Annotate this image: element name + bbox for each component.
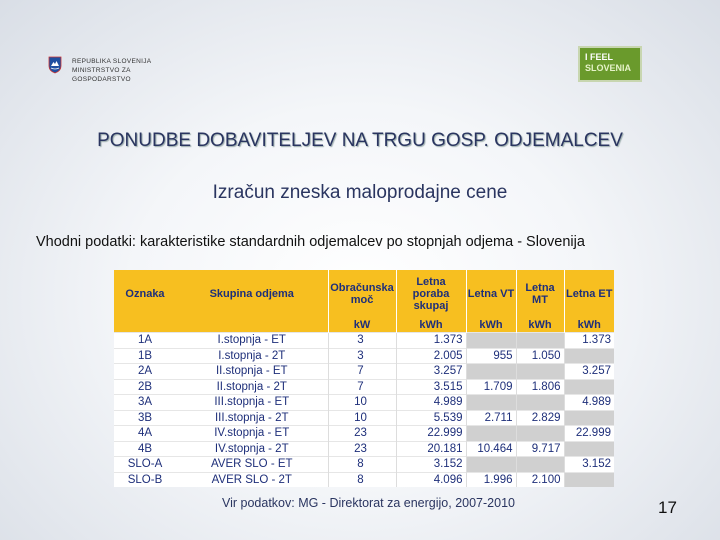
table-cell [516, 364, 564, 380]
col-header: Letna MT [516, 270, 564, 317]
table-cell: 8 [328, 472, 396, 487]
table-cell [564, 472, 614, 487]
ministry-line: GOSPODARSTVO [72, 76, 131, 83]
table-cell [466, 333, 516, 349]
ministry-label [72, 57, 151, 84]
i-feel-slovenia-logo [578, 46, 642, 82]
col-header: Obračunska moč [328, 270, 396, 317]
coat-of-arms-icon [48, 56, 62, 74]
table-cell: 2B [114, 379, 176, 395]
table-cell: 7 [328, 364, 396, 380]
table-cell: IV.stopnja - ET [176, 426, 328, 442]
unit-cell: kWh [396, 317, 466, 333]
table-cell: 10 [328, 410, 396, 426]
table-cell: 7 [328, 379, 396, 395]
table-row [114, 395, 614, 411]
table-cell: 9.717 [516, 441, 564, 457]
unit-cell [114, 317, 176, 333]
table-cell: 10.464 [466, 441, 516, 457]
slide-subtitle: Izračun zneska maloprodajne cene [212, 182, 508, 203]
table-cell: 3 [328, 333, 396, 349]
intro-text: Vhodni podatki: karakteristike standardnih odjemalcev po stopnjah odjema - Slovenija [36, 234, 585, 250]
table-cell: 4.989 [396, 395, 466, 411]
table-cell: 23 [328, 441, 396, 457]
table-cell [564, 379, 614, 395]
table-row [114, 364, 614, 380]
table-cell: 2A [114, 364, 176, 380]
table-cell: 2.100 [516, 472, 564, 487]
table-cell: 3A [114, 395, 176, 411]
table-header-row [114, 270, 614, 317]
table-cell: 4.096 [396, 472, 466, 487]
unit-cell: kWh [516, 317, 564, 333]
table-cell: 1.996 [466, 472, 516, 487]
table-cell: 3.152 [564, 457, 614, 473]
col-header: Letna VT [466, 270, 516, 317]
table-cell: 1.709 [466, 379, 516, 395]
table-cell [516, 333, 564, 349]
table-cell: II.stopnja - ET [176, 364, 328, 380]
table-row [114, 441, 614, 457]
page-number: 17 [658, 498, 677, 517]
table-cell: SLO-B [114, 472, 176, 487]
table-cell: 22.999 [396, 426, 466, 442]
table-cell: 8 [328, 457, 396, 473]
table-cell: 1.050 [516, 348, 564, 364]
col-header: Letna poraba skupaj [396, 270, 466, 317]
table-cell: 4B [114, 441, 176, 457]
table-cell: 2.711 [466, 410, 516, 426]
table-cell: AVER SLO - 2T [176, 472, 328, 487]
table-cell: I.stopnja - ET [176, 333, 328, 349]
table-cell: 4.989 [564, 395, 614, 411]
table-cell: 955 [466, 348, 516, 364]
table-cell [516, 395, 564, 411]
table-cell: 1.806 [516, 379, 564, 395]
unit-cell: kW [328, 317, 396, 333]
table-cell: 3.515 [396, 379, 466, 395]
table-row [114, 379, 614, 395]
table-row [114, 457, 614, 473]
table-row [114, 348, 614, 364]
table-cell [466, 364, 516, 380]
table-cell: 5.539 [396, 410, 466, 426]
table-cell: 4A [114, 426, 176, 442]
table-cell [466, 395, 516, 411]
table-cell: 1.373 [564, 333, 614, 349]
table-cell: 2.005 [396, 348, 466, 364]
table-cell: 10 [328, 395, 396, 411]
table-row [114, 426, 614, 442]
table-cell [564, 441, 614, 457]
table-cell: 20.181 [396, 441, 466, 457]
table-units-row [114, 317, 614, 333]
table-cell: 1B [114, 348, 176, 364]
table-row [114, 410, 614, 426]
table-cell: 3B [114, 410, 176, 426]
col-header: Skupina odjema [176, 270, 328, 317]
table-cell: 3.152 [396, 457, 466, 473]
table-cell: I.stopnja - 2T [176, 348, 328, 364]
table-cell: AVER SLO - ET [176, 457, 328, 473]
table-cell: III.stopnja - 2T [176, 410, 328, 426]
table-cell: 23 [328, 426, 396, 442]
logo-line2: SLOVENIA [585, 63, 632, 73]
logo-line1: I FEEL [585, 52, 614, 62]
table-cell: II.stopnja - 2T [176, 379, 328, 395]
unit-cell [176, 317, 328, 333]
table-row [114, 472, 614, 487]
ministry-line: REPUBLIKA SLOVENIJA [72, 58, 152, 65]
consumer-characteristics-table [114, 270, 614, 487]
table-cell: 3.257 [564, 364, 614, 380]
table-body [114, 333, 614, 488]
unit-cell: kWh [466, 317, 516, 333]
ministry-line: MINISTRSTVO ZA [72, 67, 131, 74]
table-cell: SLO-A [114, 457, 176, 473]
table-cell [516, 457, 564, 473]
table-cell: 2.829 [516, 410, 564, 426]
table-cell [564, 348, 614, 364]
table-cell: 3.257 [396, 364, 466, 380]
table-cell [466, 426, 516, 442]
source-note: Vir podatkov: MG - Direktorat za energijo, 2007-2010 [222, 496, 515, 510]
table-cell: 1A [114, 333, 176, 349]
table-cell: IV.stopnja - 2T [176, 441, 328, 457]
table-cell: 3 [328, 348, 396, 364]
table-row [114, 333, 614, 349]
unit-cell: kWh [564, 317, 614, 333]
table-cell [564, 410, 614, 426]
table-cell [466, 457, 516, 473]
table-cell: 1.373 [396, 333, 466, 349]
col-header: Oznaka [114, 270, 176, 317]
table-cell: 22.999 [564, 426, 614, 442]
col-header: Letna ET [564, 270, 614, 317]
slide-title: PONUDBE DOBAVITELJEV NA TRGU GOSP. ODJEMALCEV [97, 130, 623, 151]
table-cell: III.stopnja - ET [176, 395, 328, 411]
table-cell [516, 426, 564, 442]
